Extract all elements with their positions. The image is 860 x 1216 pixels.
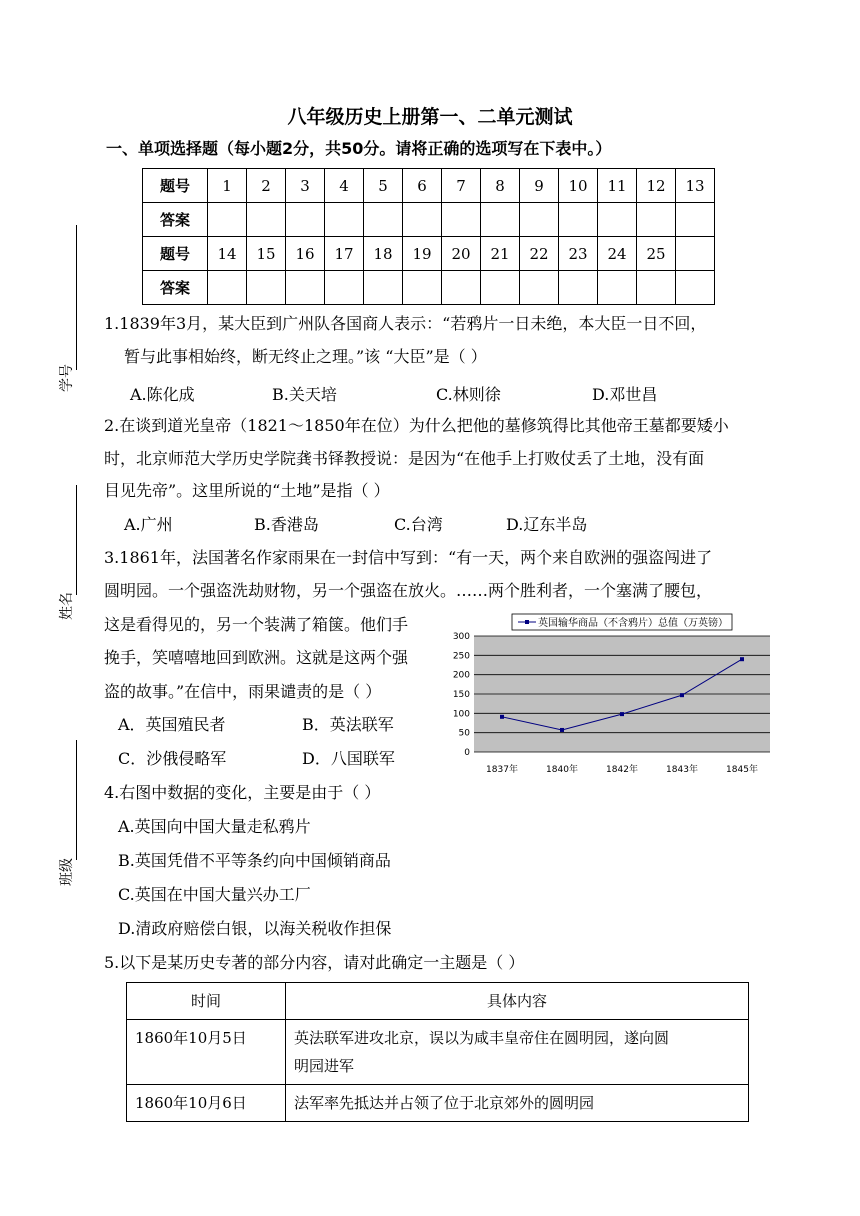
x-tick-label: 1840年 bbox=[546, 765, 578, 775]
question-number-cell: 15 bbox=[247, 237, 286, 271]
data-point bbox=[680, 693, 684, 697]
answer-cell[interactable] bbox=[559, 203, 598, 237]
timeline-table bbox=[126, 982, 749, 1122]
y-tick-label: 300 bbox=[452, 632, 470, 642]
answer-cell[interactable] bbox=[286, 203, 325, 237]
question-number-cell bbox=[676, 237, 715, 271]
answer-cell[interactable] bbox=[403, 203, 442, 237]
q2-option-b: B.香港岛 bbox=[254, 515, 319, 534]
answer-cell[interactable] bbox=[559, 271, 598, 305]
y-tick-label: 250 bbox=[452, 651, 470, 662]
banji-line bbox=[76, 740, 77, 860]
q1-option-a: A.陈化成 bbox=[130, 385, 195, 404]
data-point bbox=[620, 712, 624, 716]
q4-option-a: A.英国向中国大量走私鸦片 bbox=[118, 817, 311, 836]
answer-cell[interactable] bbox=[247, 271, 286, 305]
row-label: 答案 bbox=[143, 203, 208, 237]
q4-option-b: B.英国凭借不平等条约向中国倾销商品 bbox=[118, 851, 391, 870]
question-number-cell: 14 bbox=[208, 237, 247, 271]
question-number-cell: 13 bbox=[676, 169, 715, 203]
data-point bbox=[500, 715, 504, 719]
question-number-cell: 2 bbox=[247, 169, 286, 203]
x-tick-label: 1843年 bbox=[666, 765, 698, 775]
row-label: 答案 bbox=[143, 271, 208, 305]
question-number-cell: 12 bbox=[637, 169, 676, 203]
y-tick-label: 50 bbox=[458, 728, 470, 739]
answer-cell[interactable] bbox=[637, 271, 676, 305]
question-number-cell: 23 bbox=[559, 237, 598, 271]
header-content: 具体内容 bbox=[286, 983, 749, 1020]
question-number-cell: 22 bbox=[520, 237, 559, 271]
question-number-cell: 11 bbox=[598, 169, 637, 203]
row-content-line1: 英法联军进攻北京，误以为咸丰皇帝住在圆明园，遂向圆 bbox=[294, 1029, 670, 1047]
q2-line2: 时，北京师范大学历史学院龚书铎教授说：是因为“在他手上打败仗丢了土地，没有面 bbox=[104, 449, 705, 468]
q3-line3: 这是看得见的，另一个装满了箱箧。他们手 bbox=[104, 615, 409, 634]
question-number-cell: 18 bbox=[364, 237, 403, 271]
section-heading: 一、单项选择题（每小题2分，共50分。请将正确的选项写在下表中。） bbox=[106, 139, 612, 158]
header-time: 时间 bbox=[127, 983, 286, 1020]
table-row bbox=[127, 1085, 749, 1122]
q4-stem: 4.右图中数据的变化，主要是由于（ ） bbox=[104, 783, 381, 802]
q3-option-b: B．英法联军 bbox=[302, 715, 394, 734]
q3-line1: 3.1861年，法国著名作家雨果在一封信中写到：“有一天，两个来自欧洲的强盗闯进了 bbox=[104, 548, 713, 567]
row-time: 1860年10月5日 bbox=[127, 1020, 286, 1085]
q1-option-c: C.林则徐 bbox=[436, 385, 501, 404]
question-number-cell: 21 bbox=[481, 237, 520, 271]
q2-line3: 目见先帝”。这里所说的“土地”是指（ ） bbox=[104, 481, 390, 500]
legend-marker bbox=[525, 620, 529, 624]
question-number-cell: 3 bbox=[286, 169, 325, 203]
answer-cell[interactable] bbox=[364, 203, 403, 237]
question-number-cell: 16 bbox=[286, 237, 325, 271]
q1-line1: 1.1839年3月，某大臣到广州队各国商人表示：“若鸦片一日未绝，本大臣一日不回， bbox=[104, 314, 707, 333]
q2-line1: 2.在谈到道光皇帝（1821～1850年在位）为什么把他的墓修筑得比其他帝王墓都要矮小 bbox=[104, 416, 729, 435]
y-tick-label: 200 bbox=[452, 670, 470, 681]
q3-line2: 圆明园。一个强盗洗劫财物，另一个强盗在放火。……两个胜利者，一个塞满了腰包， bbox=[104, 581, 713, 600]
question-number-cell: 19 bbox=[403, 237, 442, 271]
table-row bbox=[143, 271, 715, 305]
q4-option-d: D.清政府赔偿白银，以海关税收作担保 bbox=[118, 919, 392, 938]
answer-cell[interactable] bbox=[598, 271, 637, 305]
question-number-cell: 5 bbox=[364, 169, 403, 203]
x-tick-label: 1837年 bbox=[486, 765, 518, 775]
table-row bbox=[127, 1020, 749, 1085]
banji-label: 班级 bbox=[59, 858, 75, 886]
question-number-cell: 17 bbox=[325, 237, 364, 271]
answer-cell[interactable] bbox=[520, 203, 559, 237]
q1-option-d: D.邓世昌 bbox=[592, 385, 658, 404]
q4-option-c: C.英国在中国大量兴办工厂 bbox=[118, 885, 311, 904]
q2-option-a: A.广州 bbox=[124, 515, 173, 534]
answer-cell[interactable] bbox=[208, 203, 247, 237]
answer-cell[interactable] bbox=[676, 271, 715, 305]
chart-svg bbox=[440, 610, 780, 780]
q3-option-c: C．沙俄侵略军 bbox=[118, 749, 227, 768]
x-tick-label: 1845年 bbox=[726, 765, 758, 775]
q3-option-d: D．八国联军 bbox=[302, 749, 395, 768]
xingming-label: 姓名 bbox=[59, 592, 75, 620]
question-number-cell: 8 bbox=[481, 169, 520, 203]
row-label: 题号 bbox=[143, 169, 208, 203]
answer-cell[interactable] bbox=[442, 203, 481, 237]
x-tick-label: 1842年 bbox=[606, 765, 638, 775]
y-tick-label: 100 bbox=[452, 709, 470, 720]
question-number-cell: 7 bbox=[442, 169, 481, 203]
q5-stem: 5.以下是某历史专著的部分内容，请对此确定一主题是（ ） bbox=[104, 953, 525, 972]
q3-line4: 挽手，笑嘻嘻地回到欧洲。这就是这两个强 bbox=[104, 648, 409, 667]
row-content bbox=[286, 1020, 749, 1085]
answer-cell[interactable] bbox=[325, 271, 364, 305]
answer-cell[interactable] bbox=[364, 271, 403, 305]
question-number-cell: 20 bbox=[442, 237, 481, 271]
question-number-cell: 25 bbox=[637, 237, 676, 271]
legend-label: 英国输华商品（不含鸦片）总值（万英镑） bbox=[538, 618, 728, 629]
data-point bbox=[560, 728, 564, 732]
table-row bbox=[143, 203, 715, 237]
data-point bbox=[740, 657, 744, 661]
row-time: 1860年10月6日 bbox=[127, 1085, 286, 1122]
answer-cell[interactable] bbox=[637, 203, 676, 237]
answer-cell[interactable] bbox=[208, 271, 247, 305]
question-number-cell: 24 bbox=[598, 237, 637, 271]
xingming-line bbox=[76, 485, 77, 595]
q3-option-a: A．英国殖民者 bbox=[118, 715, 226, 734]
q3-line5: 盗的故事。”在信中，雨果谴责的是（ ） bbox=[104, 682, 382, 701]
answer-cell[interactable] bbox=[286, 271, 325, 305]
page-title: 八年级历史上册第一、二单元测试 bbox=[287, 106, 573, 128]
question-number-cell: 4 bbox=[325, 169, 364, 203]
answer-table bbox=[142, 168, 715, 305]
row-content-line2: 明园进军 bbox=[294, 1057, 355, 1075]
xuehao-line bbox=[76, 225, 77, 370]
y-tick-label: 150 bbox=[452, 690, 470, 700]
table-row bbox=[143, 237, 715, 271]
answer-cell[interactable] bbox=[676, 203, 715, 237]
answer-cell[interactable] bbox=[442, 271, 481, 305]
question-number-cell: 1 bbox=[208, 169, 247, 203]
question-number-cell: 9 bbox=[520, 169, 559, 203]
answer-cell[interactable] bbox=[325, 203, 364, 237]
question-number-cell: 6 bbox=[403, 169, 442, 203]
q2-option-c: C.台湾 bbox=[394, 515, 443, 534]
row-content: 法军率先抵达并占领了位于北京郊外的圆明园 bbox=[286, 1085, 749, 1122]
answer-cell[interactable] bbox=[520, 271, 559, 305]
q1-line2: 暂与此事相始终，断无终止之理。”该 “大臣”是（ ） bbox=[124, 347, 487, 366]
answer-cell[interactable] bbox=[403, 271, 442, 305]
y-tick-label: 0 bbox=[464, 748, 470, 758]
answer-cell[interactable] bbox=[481, 271, 520, 305]
question-number-cell: 10 bbox=[559, 169, 598, 203]
table-header-row bbox=[127, 983, 749, 1020]
q1-option-b: B.关天培 bbox=[272, 385, 337, 404]
row-label: 题号 bbox=[143, 237, 208, 271]
export-value-chart bbox=[440, 610, 780, 780]
q2-option-d: D.辽东半岛 bbox=[506, 515, 588, 534]
xuehao-label: 学号 bbox=[59, 364, 75, 392]
table-row bbox=[143, 169, 715, 203]
answer-cell[interactable] bbox=[598, 203, 637, 237]
answer-cell[interactable] bbox=[481, 203, 520, 237]
answer-cell[interactable] bbox=[247, 203, 286, 237]
